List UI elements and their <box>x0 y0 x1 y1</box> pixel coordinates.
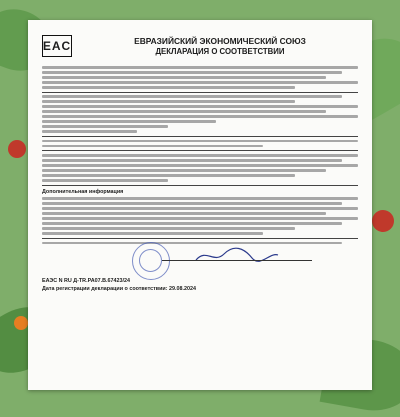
signature-line <box>162 260 312 261</box>
applicant-block <box>42 66 358 89</box>
declaration-document <box>28 20 372 390</box>
product-block <box>42 95 358 132</box>
divider <box>42 92 358 93</box>
declaration-title: ДЕКЛАРАЦИЯ О СООТВЕТСТВИИ <box>155 47 285 56</box>
divider <box>42 185 358 186</box>
registration-date: Дата регистрации декларации о соответствии: 29.08.2024 <box>42 286 196 293</box>
divider <box>42 238 358 239</box>
berry-decoration <box>14 316 28 330</box>
seal-stamp <box>132 242 170 280</box>
divider <box>42 136 358 137</box>
additional-info-block <box>42 197 358 234</box>
union-title: ЕВРАЗИЙСКИЙ ЭКОНОМИЧЕСКИЙ СОЮЗ <box>134 36 306 46</box>
eac-mark-icon: EAC <box>42 35 72 57</box>
document-titles <box>82 36 358 56</box>
berry-decoration <box>8 140 26 158</box>
signature-area <box>42 248 358 270</box>
conformity-block <box>42 140 358 148</box>
section-heading-additional-info: Дополнительная информация <box>42 189 124 196</box>
basis-block <box>42 154 358 182</box>
registration-block <box>42 278 358 292</box>
registration-number-row <box>42 278 358 284</box>
signature-mark <box>192 246 282 264</box>
berry-decoration <box>372 210 394 232</box>
registration-number: ЕАЭС N RU Д-TR.PA07.B.67423/24 <box>42 278 131 285</box>
document-header <box>42 30 358 62</box>
divider <box>42 150 358 151</box>
document-body <box>42 66 358 292</box>
validity-block <box>42 242 358 245</box>
